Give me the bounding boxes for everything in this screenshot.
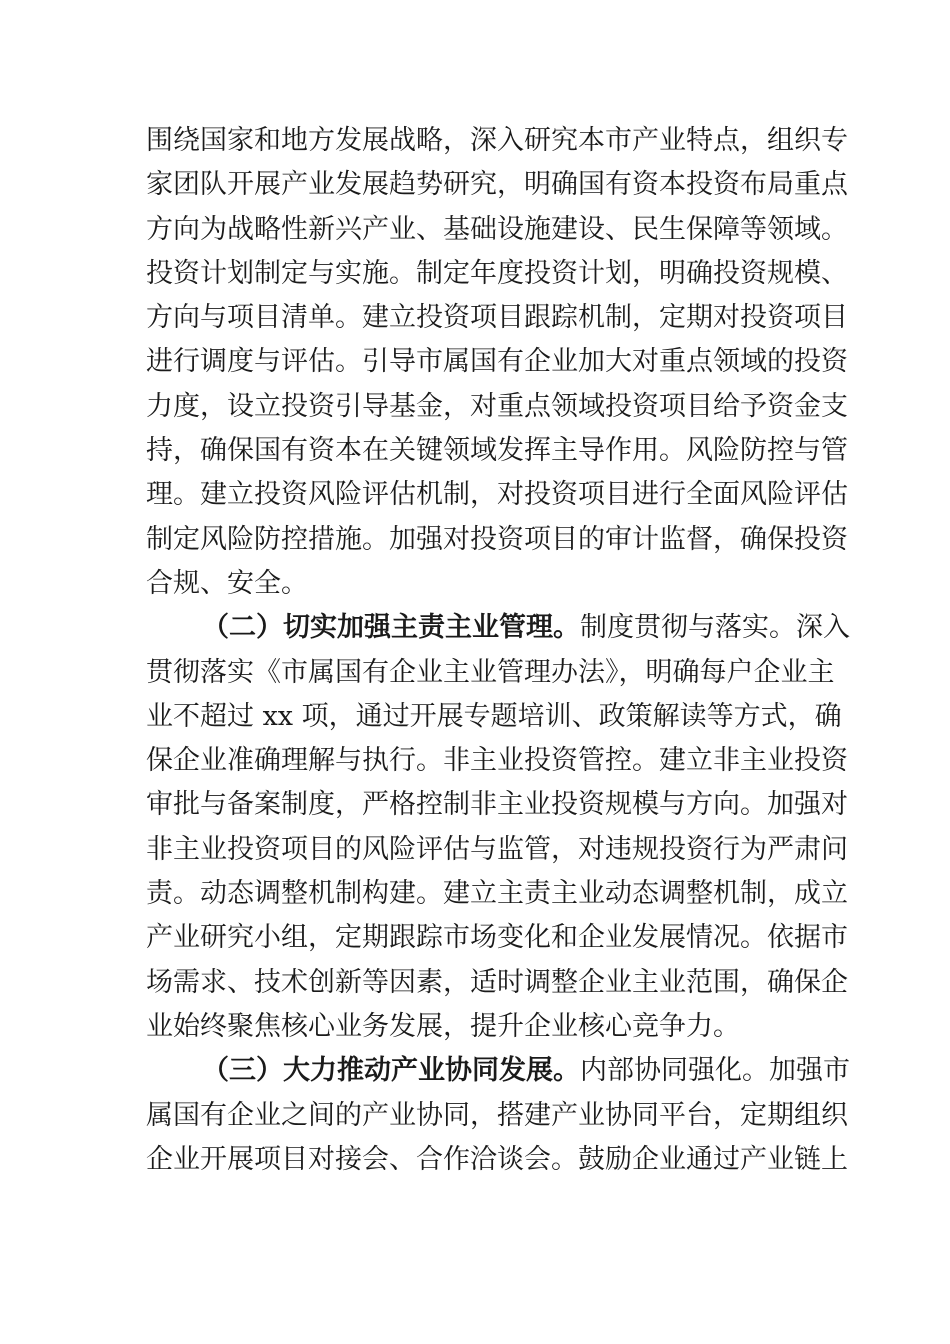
text-line: 属国有企业之间的产业协同，搭建产业协同平台，定期组织 bbox=[146, 1099, 848, 1131]
text-line: 场需求、技术创新等因素，适时调整企业主业范围，确保企 bbox=[146, 966, 848, 998]
text-line: 合规、安全。 bbox=[146, 567, 308, 599]
section-heading: （三）大力推动产业协同发展。 bbox=[202, 1055, 580, 1087]
text-line: 持，确保国有资本在关键领域发挥主导作用。风险防控与管 bbox=[146, 435, 848, 467]
text-line: 审批与备案制度，严格控制非主业投资规模与方向。加强对 bbox=[146, 789, 848, 821]
text-line: 力度，设立投资引导基金，对重点领域投资项目给予资金支 bbox=[146, 390, 848, 422]
section-heading-line bbox=[146, 1049, 850, 1093]
text-line: 投资计划制定与实施。制定年度投资计划，明确投资规模、 bbox=[146, 257, 848, 289]
text-line: 家团队开展产业发展趋势研究，明确国有资本投资布局重点 bbox=[146, 169, 848, 201]
text-line: 贯彻落实《市属国有企业主业管理办法》，明确每户企业主 bbox=[146, 656, 835, 688]
text-line: 进行调度与评估。引导市属国有企业加大对重点领域的投资 bbox=[146, 346, 848, 378]
section-heading-line bbox=[146, 606, 850, 650]
text-line: 业始终聚焦核心业务发展，提升企业核心竞争力。 bbox=[146, 1010, 740, 1042]
text-line: 方向与项目清单。建立投资项目跟踪机制，定期对投资项目 bbox=[146, 302, 848, 334]
text-line: 围绕国家和地方发展战略，深入研究本市产业特点，组织专 bbox=[146, 125, 848, 156]
text-line: 非主业投资项目的风险评估与监管，对违规投资行为严肃问 bbox=[146, 833, 848, 865]
text-line: 企业开展项目对接会、合作洽谈会。鼓励企业通过产业链上 bbox=[146, 1143, 848, 1175]
text-line: 责。动态调整机制构建。建立主责主业动态调整机制，成立 bbox=[146, 878, 848, 910]
document-body bbox=[146, 119, 850, 1182]
text-line: 方向为战略性新兴产业、基础设施建设、民生保障等领域。 bbox=[146, 213, 848, 245]
text-line: 产业研究小组，定期跟踪市场变化和企业发展情况。依据市 bbox=[146, 922, 848, 954]
section-text: 内部协同强化。加强市 bbox=[580, 1055, 850, 1087]
text-line: 理。建立投资风险评估机制，对投资项目进行全面风险评估 bbox=[146, 479, 848, 511]
text-line: 业不超过 xx 项，通过开展专题培训、政策解读等方式，确 bbox=[146, 700, 842, 732]
section-text: 制度贯彻与落实。深入 bbox=[580, 612, 850, 644]
text-line: 制定风险防控措施。加强对投资项目的审计监督，确保投资 bbox=[146, 523, 848, 555]
text-line: 保企业准确理解与执行。非主业投资管控。建立非主业投资 bbox=[146, 745, 848, 777]
section-heading: （二）切实加强主责主业管理。 bbox=[202, 612, 580, 644]
